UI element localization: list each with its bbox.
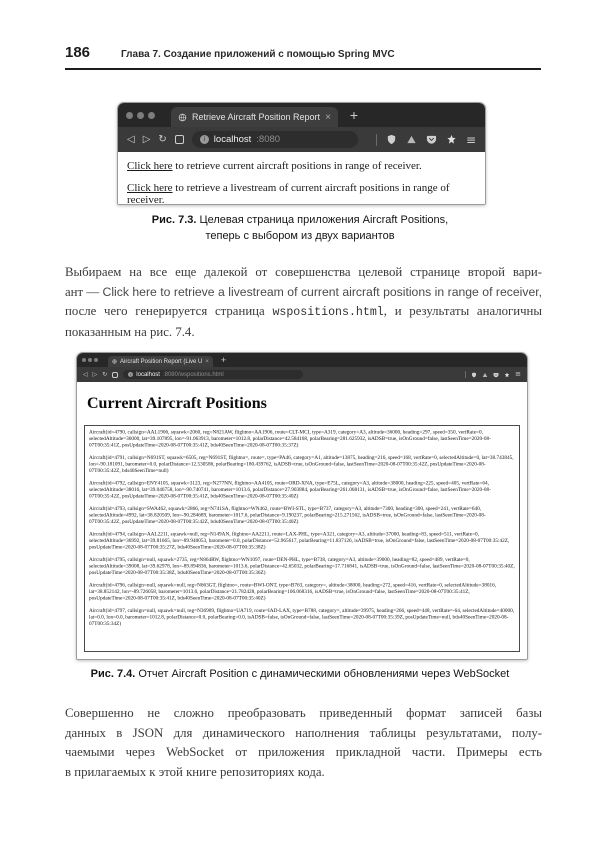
aircraft-records (89, 429, 515, 627)
code-run: wspositions.html (272, 306, 384, 319)
tab-bar (77, 353, 527, 367)
click-here-link-livestream[interactable]: Click here (127, 182, 173, 194)
reload-icon[interactable]: ↻ (158, 133, 167, 145)
shield-icon[interactable] (471, 372, 477, 378)
tab-title: Retrieve Aircraft Position Report (192, 112, 321, 122)
tab-bar (118, 103, 485, 127)
site-info-icon[interactable]: i (130, 371, 132, 377)
triangle-extension-icon[interactable] (406, 134, 417, 145)
page-number: 186 (65, 44, 91, 61)
report-heading: Current Aircraft Positions (87, 395, 267, 412)
caption-text: Целевая страница приложения Aircraft Positions, (199, 214, 449, 226)
window-dot[interactable] (82, 358, 86, 362)
ui-label-run: Click here to retrieve a livestream of current aircraft positions in range of receiver, (102, 284, 542, 299)
figure-7-3-browser-window (117, 102, 486, 205)
forward-icon[interactable]: ▷ (142, 133, 151, 145)
tab-title: Aircraft Position Report (Live U (120, 358, 203, 365)
link-line (127, 160, 476, 172)
globe-icon (178, 113, 187, 122)
url-path: :8080/wspositions.html (162, 371, 224, 378)
bookmark-icon[interactable] (112, 372, 118, 378)
aircraft-record: Aircraft(id=4796, callsign=null, squawk=null, reg=N663GT, flightno=, route=BWI-ONT, type=B763, category=, altitude=38000, heading=272, speed=416, vertRate=0, selectedAltitude=38016, lat=38.852142, lon=-89.726058, barometer=1013.6, polarDistance=21.782428, polarBearing=106.068316, isADSB=true, isOnGround=false, lastSeenTime=2020-08-07T00:35:41Z, posUpdateTime=2020-08-07T00:35:41Z, bds40SeenTime=2020-08-07T00:35:40Z) (89, 582, 497, 601)
url-path: :8080 (256, 134, 281, 145)
back-icon[interactable]: ◁ (127, 133, 135, 145)
paragraph-line: данных в JSON для динамического наполнения таблицы результатами, полу- (65, 725, 542, 740)
window-dot[interactable] (137, 112, 144, 119)
menu-icon[interactable]: ≡ (465, 132, 476, 147)
body-paragraph-1 (65, 263, 542, 342)
aircraft-record: Aircraft(id=4795, callsign=null, squawk=2735, reg=N864RW, flightno=WN1097, route=DEN-PHL, type=B738, category=A3, altitude=39000, heading=82, speed=489, vertRate=0, selectedAltitude=39008, lat=39.62978, lon=-89.894836, barometer=1013.6, polarDistance=42.65032, polarBearing=17.716841, isADSB=true, isOnGround=false, lastSeenTime=2020-08-07T00:35:40Z, posUpdateTime=2020-08-07T00:35:38Z, bds40SeenTime=2020-08-07T00:35:36Z) (89, 557, 515, 576)
new-tab-button[interactable]: + (349, 107, 359, 123)
paragraph-line: показанным на рис. 7.4. (65, 324, 195, 339)
link-line-text: to retrieve a livestream of current aircraft positions in range of receiver. (127, 182, 450, 205)
aircraft-record: Aircraft(id=4792, callsign=ENY4105, squawk=3123, reg=N277NN, flightno=AA4105, route=ORD-XNA, type=E75L, category=A3, altitude=38000, heading=225, speed=405, vertRate=64, selectedAltitude=38016, lat=39.046758, lon=-90.740741, barometer=1013.6, polarDistance=27.903884, polarBearing=261.068131, isADSB=true, isOnGround=false, lastSeenTime=2020-08-07T00:35:42Z, posUpdateTime=2020-08-07T00:35:41Z, bds40SeenTime=2020-08-07T00:35:40Z) (89, 480, 491, 499)
pocket-icon[interactable] (493, 372, 499, 378)
paragraph-line: Совершенно не сложно преобразовать приведенный формат записей базы (65, 706, 542, 720)
window-controls[interactable] (82, 358, 98, 362)
pocket-icon[interactable] (426, 134, 437, 145)
figure-7-4-caption (0, 666, 600, 682)
url-bar (118, 127, 485, 152)
toolbar-icons (465, 371, 521, 378)
paragraph-line: Выбираем на все еще далекой от совершенства целевой странице второй вари- (65, 265, 542, 279)
aircraft-record: Aircraft(id=4793, callsign=SWA462, squawk=2866, reg=N741SA, flightno=WN462, route=BWI-STL, type=B737, category=A3, altitude=7300, heading=300, speed=241, vertRate=640, selectedAltitude=4992, lat=38.820509, lon=-90.284689, barometer=1017.6, polarDistance=9.190237, polarBearing=215.271562, isADSB=true, isOnGround=false, lastSeenTime=2020-08-07T00:35:42Z, posUpdateTime=2020-08-07T00:35:42Z, bds40SeenTime=2020-08-07T00:35:40Z) (89, 506, 486, 525)
site-info-icon[interactable]: i (200, 135, 209, 144)
toolbar-icons (376, 134, 476, 146)
header-rule (65, 68, 541, 70)
link-line-text: to retrieve current aircraft positions in range of receiver. (172, 160, 422, 172)
caption-text-line2: теперь с выбором из двух вариантов (205, 230, 395, 242)
close-tab-icon[interactable]: × (205, 358, 209, 365)
new-tab-button[interactable]: + (220, 355, 227, 365)
figure-7-4-browser-window (76, 352, 528, 660)
paragraph-line: в прилагаемых к этой книге репозиториях кода. (65, 764, 325, 779)
paragraph-line (65, 302, 542, 323)
url-host: localhost (213, 134, 252, 145)
toolbar-separator (465, 371, 466, 378)
fig74-page-content (77, 382, 527, 659)
fig73-page-content (118, 152, 485, 205)
body-paragraph-2 (65, 704, 542, 782)
paragraph-line: чаемыми через WebSocket от приложения прикладной части. Примеры есть (65, 745, 542, 759)
url-bar (77, 367, 527, 382)
text-run: , и результаты аналогичны (383, 304, 542, 318)
page-header (65, 44, 541, 72)
address-field[interactable] (123, 370, 303, 379)
globe-icon (112, 359, 117, 364)
link-line (127, 182, 476, 205)
reload-icon[interactable]: ↻ (102, 370, 108, 378)
window-dot[interactable] (94, 358, 98, 362)
address-field[interactable] (192, 131, 358, 148)
aircraft-record: Aircraft(id=4794, callsign=AAL2211, squawk=null, reg=N149AN, flightno=AA2211, route=LAX-PHL, type=A321, category=A3, altitude=37000, heading=83, speed=511, vertRate=0, selectedAltitude=36992, lat=39.81665, lon=-89.940053, barometer=0.0, polarDistance=52.965617, polarBearing=11.837126, isADSB=true, isOnGround=false, lastSeenTime=2020-08-07T00:35:42Z, posUpdateTime=2020-08-07T00:35:27Z, bds40SeenTime=2020-08-07T00:35:38Z) (89, 531, 510, 550)
browser-tab[interactable] (171, 107, 338, 127)
aircraft-records-box (84, 425, 520, 652)
window-controls[interactable] (126, 112, 155, 119)
extension-star-icon[interactable] (446, 134, 457, 145)
aircraft-record: Aircraft(id=4797, callsign=null, squawk=null, reg=N36909, flightno=UA719, route=IAD-LAX, type=B788, category=, altitude=39975, heading=266, speed=448, vertRate=-64, selectedAltitude=40000, lat=0.0, lon=0.0, barometer=1012.8, polarDistance=0.0, polarBearing=0.0, isADSB=false, isOnGround=false, lastSeenTime=2020-08-07T00:35:39Z, posUpdateTime=null, bds40SeenTime=2020-08-07T00:35:34Z) (89, 608, 515, 627)
paragraph-line (65, 283, 542, 303)
menu-icon[interactable]: ≡ (515, 370, 521, 378)
extension-star-icon[interactable] (504, 372, 510, 378)
text-run: после чего генерируется страница (65, 304, 273, 318)
aircraft-record: Aircraft(id=4790, callsign=AAL1906, squawk=2060, reg=N821AW, flightno=AA1906, route=CLT-MCI, type=A319, category=A3, altitude=36000, heading=297, speed=350, vertRate=0, selectedAltitude=36000, lat=39.107895, lon=-91.063913, barometer=1012.8, polarDistance=42.584168, polarBearing=281.625932, isADSB=true, isOnGround=false, lastSeenTime=2020-08-07T00:35:41Z, posUpdateTime=2020-08-07T00:35:41Z, bds40SeenTime=2020-08-07T00:35:37Z) (89, 429, 491, 448)
text-run: ант — (65, 284, 103, 299)
window-dot[interactable] (126, 112, 133, 119)
chapter-title: Глава 7. Создание приложений с помощью Spring MVC (121, 49, 395, 60)
figure-7-3-caption (0, 212, 600, 244)
bookmark-icon[interactable] (175, 135, 184, 144)
triangle-extension-icon[interactable] (482, 372, 488, 378)
browser-tab[interactable] (108, 356, 213, 367)
caption-label: Рис. 7.4. (90, 668, 136, 680)
window-dot[interactable] (88, 358, 92, 362)
url-host: localhost (136, 371, 160, 378)
close-tab-icon[interactable]: × (325, 111, 331, 123)
forward-icon[interactable]: ▷ (92, 370, 98, 378)
caption-text: Отчет Aircraft Position с динамическими обновлениями через WebSocket (138, 668, 510, 680)
aircraft-record: Aircraft(id=4791, callsign=N691ST, squawk=6505, reg=N691ST, flightno=, route=, type=PA46, category=A1, altitude=13875, heading=216, speed=168, vertRate=0, selectedAltitude=0, lat=38.743845, lon=-90.181091, barometer=0.0, polarDistance=12.530586, polarBearing=180.439762, isADSB=true, isOnGround=false, lastSeenTime=2020-08-07T00:35:42Z, posUpdateTime=2020-08-07T00:35:42Z, bds40SeenTime=null) (89, 455, 514, 474)
toolbar-separator (376, 134, 377, 146)
caption-label: Рис. 7.3. (151, 214, 197, 226)
shield-icon[interactable] (386, 134, 397, 145)
window-dot[interactable] (148, 112, 155, 119)
back-icon[interactable]: ◁ (83, 370, 88, 378)
click-here-link-current-positions[interactable]: Click here (127, 160, 173, 172)
